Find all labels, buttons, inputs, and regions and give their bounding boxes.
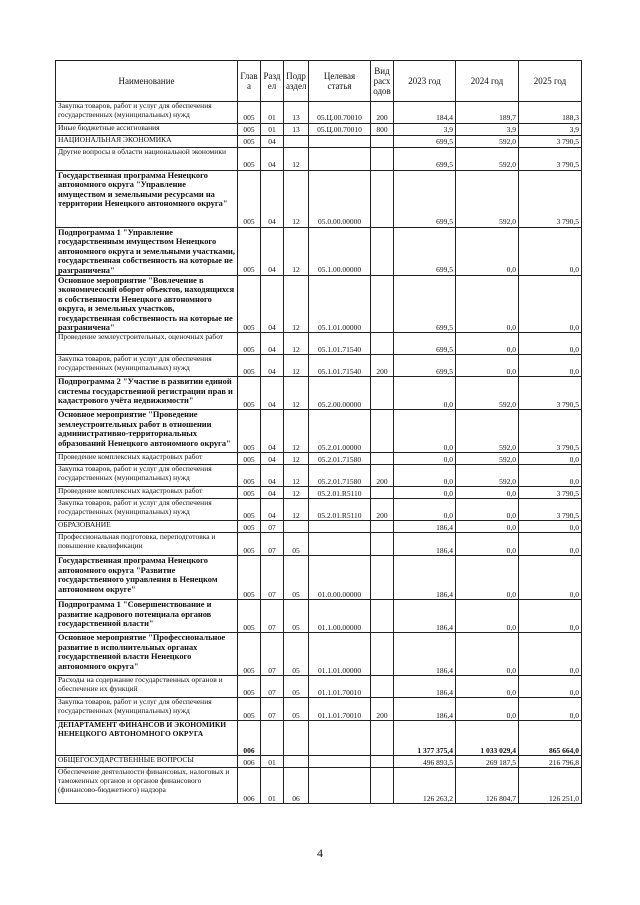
row-vid — [371, 768, 394, 804]
row-2023: 496 893,5 — [394, 756, 456, 768]
header-2024: 2024 год — [456, 61, 519, 102]
row-2023: 699,5 — [394, 333, 456, 355]
table-row — [56, 148, 582, 171]
row-glava: 005 — [238, 676, 261, 698]
row-2025: 0,0 — [519, 533, 582, 556]
row-vid — [371, 487, 394, 499]
table-row — [56, 556, 582, 600]
row-name: Расходы на содержание государственных органов и обеспечение их функций — [56, 676, 238, 698]
row-name: ОБРАЗОВАНИЕ — [56, 521, 238, 533]
row-name: ОБЩЕГОСУДАРСТВЕННЫЕ ВОПРОСЫ — [56, 756, 238, 768]
row-podrazdel: 12 — [284, 499, 309, 521]
row-razdel: 04 — [261, 487, 284, 499]
table-row — [56, 698, 582, 721]
row-vid: 200 — [371, 499, 394, 521]
row-name: Подпрограмма 1 "Совершенствование и развитие кадрового потенциала органов государственной власти" — [56, 600, 238, 633]
row-glava: 005 — [238, 276, 261, 333]
row-podrazdel — [284, 721, 309, 756]
row-2025: 0,0 — [519, 276, 582, 333]
row-glava: 005 — [238, 333, 261, 355]
row-podrazdel: 13 — [284, 102, 309, 124]
row-vid — [371, 556, 394, 600]
row-razdel: 04 — [261, 228, 284, 276]
row-glava: 005 — [238, 148, 261, 171]
row-vid — [371, 276, 394, 333]
row-2023: 699,5 — [394, 276, 456, 333]
row-vid — [371, 721, 394, 756]
table-body — [56, 102, 582, 804]
row-vid — [371, 228, 394, 276]
row-name: Государственная программа Ненецкого автономного округа "Управление имуществом и земельными ресурсами на территории Ненецкого автономного округа" — [56, 171, 238, 228]
header-name: Наименование — [56, 61, 238, 102]
row-2025: 3 790,5 — [519, 410, 582, 453]
row-name: Закупка товаров, работ и услуг для обеспечения государственных (муниципальных) нужд — [56, 102, 238, 124]
row-razdel: 07 — [261, 556, 284, 600]
row-razdel: 04 — [261, 377, 284, 410]
row-target: 05.2.00.00000 — [309, 377, 371, 410]
row-razdel: 07 — [261, 633, 284, 676]
row-2023: 186,4 — [394, 533, 456, 556]
row-podrazdel: 05 — [284, 633, 309, 676]
row-podrazdel: 12 — [284, 487, 309, 499]
row-glava: 005 — [238, 487, 261, 499]
row-name: Закупка товаров, работ и услуг для обеспечения государственных (муниципальных) нужд — [56, 465, 238, 487]
row-name: Обеспечение деятельности финансовых, налоговых и таможенных органов и органов финансового (финансово-бюджетного) надзора — [56, 768, 238, 804]
row-glava: 005 — [238, 355, 261, 377]
row-vid — [371, 600, 394, 633]
row-glava: 005 — [238, 124, 261, 136]
page-number: 4 — [317, 846, 323, 860]
row-podrazdel: 12 — [284, 410, 309, 453]
row-razdel: 07 — [261, 533, 284, 556]
row-razdel: 04 — [261, 465, 284, 487]
row-2023: 699,5 — [394, 228, 456, 276]
row-2025: 0,0 — [519, 453, 582, 465]
row-name: Проведение комплексных кадастровых работ — [56, 487, 238, 499]
budget-table-sheet — [55, 60, 581, 804]
row-2025: 3,9 — [519, 124, 582, 136]
row-glava: 005 — [238, 410, 261, 453]
row-podrazdel: 12 — [284, 228, 309, 276]
row-vid — [371, 410, 394, 453]
row-glava: 005 — [238, 171, 261, 228]
row-target: 05.1.01.71540 — [309, 333, 371, 355]
row-podrazdel — [284, 521, 309, 533]
row-razdel: 01 — [261, 124, 284, 136]
row-2023: 699,5 — [394, 136, 456, 148]
row-target: 05.1.01.00000 — [309, 276, 371, 333]
row-glava: 006 — [238, 721, 261, 756]
row-target — [309, 721, 371, 756]
table-row — [56, 410, 582, 453]
table-row — [56, 228, 582, 276]
table-row — [56, 487, 582, 499]
header-glava: Глав а — [238, 61, 261, 102]
row-podrazdel: 05 — [284, 533, 309, 556]
row-glava: 005 — [238, 521, 261, 533]
table-row — [56, 333, 582, 355]
row-2024: 0,0 — [456, 521, 519, 533]
row-name: Основное мероприятие "Проведение землеустроительных работ в отношении административно-территориальных образований Ненецкого автономного округа" — [56, 410, 238, 453]
row-target: 05.2.01.00000 — [309, 410, 371, 453]
row-vid: 200 — [371, 102, 394, 124]
row-target: 05.1.00.00000 — [309, 228, 371, 276]
row-2024: 0,0 — [456, 533, 519, 556]
row-razdel: 07 — [261, 600, 284, 633]
row-razdel: 04 — [261, 499, 284, 521]
row-name: Иные бюджетные ассигнования — [56, 124, 238, 136]
row-vid — [371, 333, 394, 355]
row-podrazdel: 06 — [284, 768, 309, 804]
row-name: Основное мероприятие "Профессиональное развитие в исполнительных органах государственной власти Ненецкого автономного округа" — [56, 633, 238, 676]
row-name: ДЕПАРТАМЕНТ ФИНАНСОВ И ЭКОНОМИКИ НЕНЕЦКОГО АВТОНОМНОГО ОКРУГА — [56, 721, 238, 756]
header-vid: Вид расх одов — [371, 61, 394, 102]
row-2025: 0,0 — [519, 333, 582, 355]
row-target: 05.0.00.00000 — [309, 171, 371, 228]
row-2024: 592,0 — [456, 465, 519, 487]
row-glava: 005 — [238, 228, 261, 276]
row-name: Другие вопросы в области национальной экономики — [56, 148, 238, 171]
table-row — [56, 355, 582, 377]
row-razdel: 07 — [261, 698, 284, 721]
row-2025: 0,0 — [519, 521, 582, 533]
row-2024: 0,0 — [456, 355, 519, 377]
row-2025: 0,0 — [519, 465, 582, 487]
row-2023: 1 377 375,4 — [394, 721, 456, 756]
row-vid — [371, 171, 394, 228]
row-2024: 0,0 — [456, 556, 519, 600]
row-2024: 269 187,5 — [456, 756, 519, 768]
row-2023: 186,4 — [394, 676, 456, 698]
row-podrazdel — [284, 756, 309, 768]
row-vid — [371, 533, 394, 556]
table-row — [56, 768, 582, 804]
row-2024: 592,0 — [456, 377, 519, 410]
row-glava: 006 — [238, 756, 261, 768]
row-2025: 3 790,5 — [519, 499, 582, 521]
row-2025: 0,0 — [519, 355, 582, 377]
row-razdel: 01 — [261, 756, 284, 768]
row-glava: 005 — [238, 377, 261, 410]
row-podrazdel: 13 — [284, 124, 309, 136]
row-glava: 005 — [238, 136, 261, 148]
row-2024: 126 804,7 — [456, 768, 519, 804]
row-vid — [371, 453, 394, 465]
row-razdel: 01 — [261, 102, 284, 124]
row-podrazdel: 05 — [284, 600, 309, 633]
row-name: Основное мероприятие "Вовлечение в экономический оборот объектов, находящихся в собственности Ненецкого автономного округа, и земельных участков, государственная собственность на которые не разграничена" — [56, 276, 238, 333]
row-glava: 005 — [238, 465, 261, 487]
row-vid — [371, 136, 394, 148]
row-target: 05.2.01.71580 — [309, 453, 371, 465]
row-target: 05.Ц.00.70010 — [309, 102, 371, 124]
row-2024: 592,0 — [456, 453, 519, 465]
row-vid: 200 — [371, 465, 394, 487]
row-2023: 0,0 — [394, 499, 456, 521]
row-2024: 0,0 — [456, 600, 519, 633]
row-glava: 005 — [238, 600, 261, 633]
row-vid: 200 — [371, 355, 394, 377]
row-2024: 189,7 — [456, 102, 519, 124]
table-header-row — [56, 61, 582, 102]
row-podrazdel: 12 — [284, 171, 309, 228]
row-2025: 216 796,8 — [519, 756, 582, 768]
table-row — [56, 499, 582, 521]
table-row — [56, 721, 582, 756]
row-2024: 592,0 — [456, 171, 519, 228]
header-target: Целевая статья — [309, 61, 371, 102]
row-2024: 0,0 — [456, 228, 519, 276]
row-vid — [371, 756, 394, 768]
row-razdel: 04 — [261, 453, 284, 465]
row-2025: 865 664,0 — [519, 721, 582, 756]
row-2023: 699,5 — [394, 171, 456, 228]
row-name: Закупка товаров, работ и услуг для обеспечения государственных (муниципальных) нужд — [56, 499, 238, 521]
row-2023: 3,9 — [394, 124, 456, 136]
header-2025: 2025 год — [519, 61, 582, 102]
row-razdel: 04 — [261, 333, 284, 355]
row-2024: 0,0 — [456, 676, 519, 698]
table-row — [56, 600, 582, 633]
row-name: Подпрограмма 2 "Участие в развитии единой системы государственной регистрации прав и кадастрового учёта недвижимости" — [56, 377, 238, 410]
row-glava: 005 — [238, 556, 261, 600]
table-row — [56, 124, 582, 136]
row-2025: 3 790,5 — [519, 148, 582, 171]
table-row — [56, 171, 582, 228]
row-podrazdel: 05 — [284, 676, 309, 698]
row-podrazdel — [284, 136, 309, 148]
table-row — [56, 521, 582, 533]
row-target: 05.2.01.R5110 — [309, 499, 371, 521]
row-podrazdel: 12 — [284, 465, 309, 487]
table-row — [56, 136, 582, 148]
row-glava: 005 — [238, 499, 261, 521]
row-2025: 0,0 — [519, 698, 582, 721]
row-razdel: 04 — [261, 148, 284, 171]
row-2024: 0,0 — [456, 698, 519, 721]
row-2025: 3 790,5 — [519, 487, 582, 499]
row-target: 01.1.01.70010 — [309, 698, 371, 721]
row-2025: 0,0 — [519, 676, 582, 698]
row-vid — [371, 521, 394, 533]
row-2025: 188,3 — [519, 102, 582, 124]
row-target — [309, 148, 371, 171]
row-name: Государственная программа Ненецкого автономного округа "Развитие государственного управления в Ненецком автономном округе" — [56, 556, 238, 600]
row-name: Проведение землеустроительных, оценочных работ — [56, 333, 238, 355]
row-glava: 005 — [238, 698, 261, 721]
row-2025: 3 790,5 — [519, 136, 582, 148]
row-target — [309, 136, 371, 148]
row-2023: 186,4 — [394, 521, 456, 533]
row-2023: 186,4 — [394, 556, 456, 600]
row-vid: 200 — [371, 698, 394, 721]
row-target: 05.2.01.71580 — [309, 465, 371, 487]
header-podrazdel: Подр аздел — [284, 61, 309, 102]
row-2023: 0,0 — [394, 410, 456, 453]
row-2024: 0,0 — [456, 487, 519, 499]
row-podrazdel: 12 — [284, 453, 309, 465]
table-row — [56, 676, 582, 698]
row-glava: 005 — [238, 453, 261, 465]
row-2023: 699,5 — [394, 148, 456, 171]
row-razdel: 04 — [261, 355, 284, 377]
row-2023: 0,0 — [394, 377, 456, 410]
row-vid: 800 — [371, 124, 394, 136]
row-2024: 0,0 — [456, 633, 519, 676]
row-2023: 0,0 — [394, 465, 456, 487]
row-vid — [371, 377, 394, 410]
row-target: 05.Ц.00.70010 — [309, 124, 371, 136]
row-podrazdel: 05 — [284, 698, 309, 721]
row-vid — [371, 148, 394, 171]
row-razdel: 01 — [261, 768, 284, 804]
table-row — [56, 756, 582, 768]
row-2025: 3 790,5 — [519, 171, 582, 228]
budget-table — [55, 60, 582, 804]
row-name: Профессиональная подготовка, переподготовка и повышение квалификации — [56, 533, 238, 556]
row-target: 05.2.01.R5110 — [309, 487, 371, 499]
row-target: 01.1.01.00000 — [309, 633, 371, 676]
row-2023: 0,0 — [394, 453, 456, 465]
row-2025: 0,0 — [519, 600, 582, 633]
row-razdel: 04 — [261, 171, 284, 228]
row-razdel — [261, 721, 284, 756]
row-2025: 3 790,5 — [519, 377, 582, 410]
row-razdel: 04 — [261, 136, 284, 148]
row-2023: 184,4 — [394, 102, 456, 124]
row-podrazdel: 05 — [284, 556, 309, 600]
row-2023: 186,4 — [394, 698, 456, 721]
row-target — [309, 756, 371, 768]
row-2024: 0,0 — [456, 333, 519, 355]
row-2025: 0,0 — [519, 556, 582, 600]
row-2025: 0,0 — [519, 633, 582, 676]
row-razdel: 04 — [261, 410, 284, 453]
row-glava: 005 — [238, 633, 261, 676]
row-razdel: 07 — [261, 676, 284, 698]
row-2025: 0,0 — [519, 228, 582, 276]
header-2023: 2023 год — [394, 61, 456, 102]
row-target — [309, 768, 371, 804]
row-target — [309, 521, 371, 533]
row-glava: 005 — [238, 102, 261, 124]
row-target: 01.1.01.70010 — [309, 676, 371, 698]
row-2024: 1 033 029,4 — [456, 721, 519, 756]
row-2024: 0,0 — [456, 276, 519, 333]
row-name: Закупка товаров, работ и услуг для обеспечения государственных (муниципальных) нужд — [56, 355, 238, 377]
row-razdel: 07 — [261, 521, 284, 533]
row-podrazdel: 12 — [284, 148, 309, 171]
table-row — [56, 453, 582, 465]
row-target — [309, 533, 371, 556]
table-row — [56, 102, 582, 124]
row-target: 01.0.00.00000 — [309, 556, 371, 600]
row-glava: 005 — [238, 533, 261, 556]
row-2024: 0,0 — [456, 499, 519, 521]
row-podrazdel: 12 — [284, 276, 309, 333]
header-razdel: Разд ел — [261, 61, 284, 102]
row-2023: 126 263,2 — [394, 768, 456, 804]
table-row — [56, 465, 582, 487]
row-2023: 186,4 — [394, 633, 456, 676]
table-row — [56, 377, 582, 410]
table-row — [56, 633, 582, 676]
row-2025: 126 251,0 — [519, 768, 582, 804]
row-vid — [371, 633, 394, 676]
row-2024: 3,9 — [456, 124, 519, 136]
row-name: Подпрограмма 1 "Управление государственным имуществом Ненецкого автономного округа и земельными участками, государственная собственность на которые не разграничена" — [56, 228, 238, 276]
row-target: 01.1.00.00000 — [309, 600, 371, 633]
row-2023: 0,0 — [394, 487, 456, 499]
row-2024: 592,0 — [456, 136, 519, 148]
row-name: Закупка товаров, работ и услуг для обеспечения государственных (муниципальных) нужд — [56, 698, 238, 721]
row-name: Проведение комплексных кадастровых работ — [56, 453, 238, 465]
row-2023: 699,5 — [394, 355, 456, 377]
row-2024: 592,0 — [456, 148, 519, 171]
row-podrazdel: 12 — [284, 377, 309, 410]
row-2023: 186,4 — [394, 600, 456, 633]
row-glava: 006 — [238, 768, 261, 804]
row-name: НАЦИОНАЛЬНАЯ ЭКОНОМИКА — [56, 136, 238, 148]
table-row — [56, 276, 582, 333]
row-vid — [371, 676, 394, 698]
row-2024: 592,0 — [456, 410, 519, 453]
row-target: 05.1.01.71540 — [309, 355, 371, 377]
row-podrazdel: 12 — [284, 355, 309, 377]
table-row — [56, 533, 582, 556]
row-podrazdel: 12 — [284, 333, 309, 355]
row-razdel: 04 — [261, 276, 284, 333]
